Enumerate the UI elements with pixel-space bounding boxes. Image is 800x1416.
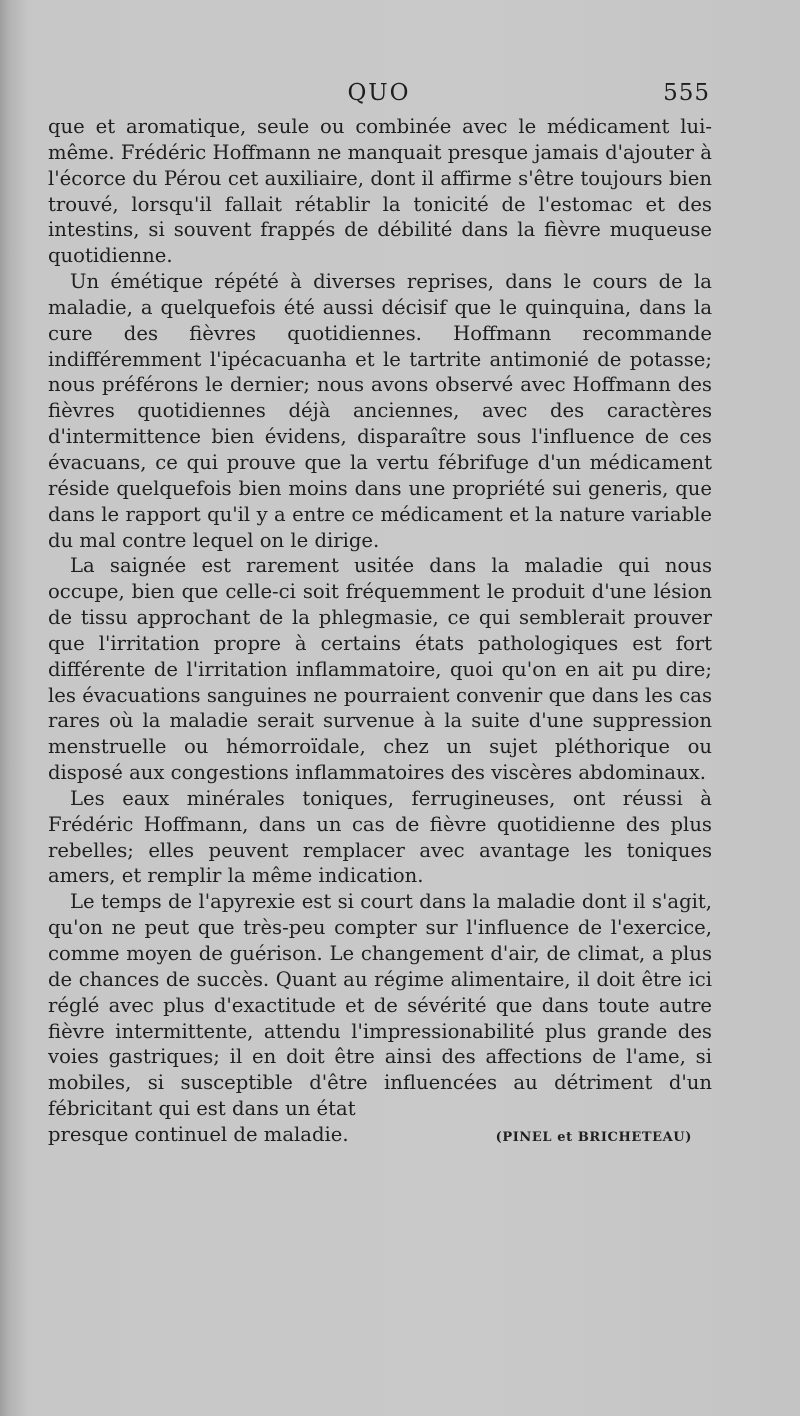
author-signature: (PINEL et BRICHETEAU) <box>495 1129 692 1145</box>
closing-line <box>48 1122 712 1151</box>
paragraph: La saignée est rarement usitée dans la maladie qui nous occupe, bien que celle-ci soit fréquemment le produit d'une lésion de tissu approchant de la phlegmasie, ce qui semblerait prouver que l'irritation propre à certains états pathologiques est fort différente de l'irritation inflammatoire, quoi qu'on en ait pu dire; les évacuations sanguines ne pourraient convenir que dans les cas rares où la maladie serait survenue à la suite d'une suppression menstruelle ou hémorroïdale, chez un sujet pléthorique ou disposé aux congestions inflammatoires des viscères abdominaux. <box>48 554 712 785</box>
body-text <box>48 114 712 1151</box>
paragraph: que et aromatique, seule ou combinée avec le médicament lui-même. Frédéric Hoffmann ne manquait presque jamais d'ajouter à l'écorce du Pérou cet auxiliaire, dont il affirme s'être toujours bien trouvé, lorsqu'il fallait rétablir la tonicité de l'estomac et des intestins, si souvent frappés de débilité dans la fièvre muqueuse quotidienne. <box>48 115 712 268</box>
page-number: 555 <box>663 80 710 106</box>
final-sentence: presque continuel de maladie. <box>48 1122 349 1146</box>
paragraph: Un émétique répété à diverses reprises, dans le cours de la maladie, a quelquefois été aussi décisif que le quinquina, dans la cure des fièvres quotidiennes. Hoffmann recommande indifféremment l'ipécacuanha et le tartrite antimonié de potasse; nous préférons le dernier; nous avons observé avec Hoffmann des fièvres quotidiennes déjà anciennes, avec des caractères d'intermittence bien évidens, disparaître sous l'influence de ces évacuans, ce qui prouve que la vertu fébrifuge d'un médicament réside quelquefois bien moins dans une propriété sui generis, que dans le rapport qu'il y a entre ce médicament et la nature variable du mal contre lequel on le dirige. <box>48 270 712 552</box>
paragraph: Les eaux minérales toniques, ferrugineuses, ont réussi à Frédéric Hoffmann, dans un cas de fièvre quotidienne des plus rebelles; elles peuvent remplacer avec avantage les toniques amers, et remplir la même indication. <box>48 786 712 888</box>
page-header <box>48 80 710 110</box>
paragraph: Le temps de l'apyrexie est si court dans la maladie dont il s'agit, qu'on ne peut que très-peu compter sur l'influence de l'exercice, comme moyen de guérison. Le changement d'air, de climat, a plus de chances de succès. Quant au régime alimentaire, il doit être ici réglé avec plus d'exactitude et de sévérité que dans toute autre fièvre intermittente, attendu l'impressionabilité plus grande des voies gastriques; il en doit être ainsi des affections de l'ame, si mobiles, si susceptible d'être influencées au détriment d'un fébricitant qui est dans un état <box>48 890 712 1121</box>
running-head: QUO <box>347 80 411 106</box>
